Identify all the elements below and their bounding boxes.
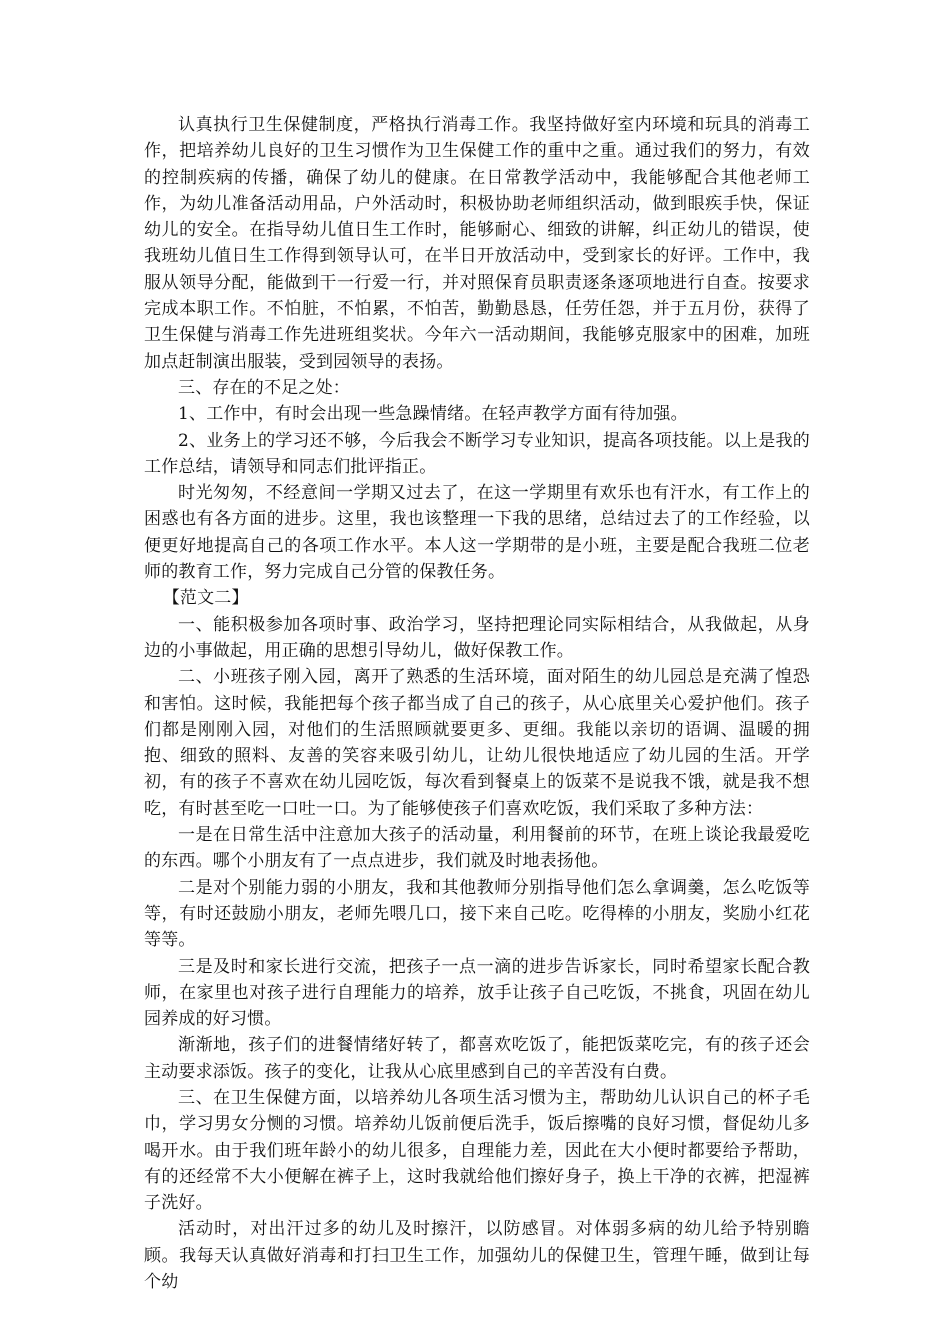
paragraph-health-care: 三、在卫生保健方面，以培养幼儿各项生活习惯为主，帮助幼儿认识自己的杯子毛巾，学习男女分恻的习惯。培养幼儿饭前便后洗手，饭后擦嘴的良好习惯，督促幼儿多喝开水。由于我们班年龄小的幼儿很多，自理能力差，因此在大小便时都要给予帮助，有的还经常不大小便解在裤子上，这时我就给他们擦好身子，换上干净的衣裤，把湿裤子洗好。 bbox=[144, 1087, 810, 1214]
paragraph-shortcoming-2: 2、业务上的学习还不够，今后我会不断学习专业知识，提高各项技能。以上是我的工作总结，请领导和同志们批评指正。 bbox=[144, 430, 810, 477]
paragraph-semester-intro: 时光匆匆，不经意间一学期又过去了，在这一学期里有欢乐也有汗水，有工作上的困惑也有各方面的进步。这里，我也该整理一下我的思绪，总结过去了的工作经验，以便更好地提高自己的各项工作水平。本人这一学期带的是小班，主要是配合我班二位老师的教育工作，努力完成自己分管的保教任务。 bbox=[144, 483, 810, 583]
section-heading-sample-two: 【范文二】 bbox=[162, 588, 249, 609]
paragraph-method-2: 二是对个别能力弱的小朋友，我和其他教师分别指导他们怎么拿调羹，怎么吃饭等等，有时还鼓励小朋友，老师先喂几口，接下来自己吃。吃得棒的小朋友，奖励小红花等等。 bbox=[144, 877, 810, 951]
paragraph-method-1: 一是在日常生活中注意加大孩子的活动量，利用餐前的环节，在班上谈论我最爱吃的东西。哪个小朋友有了一点点进步，我们就及时地表扬他。 bbox=[144, 825, 810, 872]
paragraph-study: 一、能积极参加各项时事、政治学习，坚持把理论同实际相结合，从我做起，从身边的小事做起，用正确的思想引导幼儿，做好保教工作。 bbox=[144, 614, 810, 661]
paragraph-progress: 渐渐地，孩子们的进餐情绪好转了，都喜欢吃饭了，能把饭菜吃完，有的孩子还会主动要求添饭。孩子的变化，让我从心底里感到自己的辛苦没有白费。 bbox=[144, 1035, 810, 1082]
document-body bbox=[144, 112, 810, 1295]
paragraph-new-children: 二、小班孩子刚入园，离开了熟悉的生活环境，面对陌生的幼儿园总是充满了惶恐和害怕。这时候，我能把每个孩子都当成了自己的孩子，从心底里关心爱护他们。孩子们都是刚刚入园，对他们的生活照顾就要更多、更细。我能以亲切的语调、温暖的拥抱、细致的照料、友善的笑容来吸引幼儿，让幼儿很快地适应了幼儿园的生活。开学初，有的孩子不喜欢在幼儿园吃饭，每次看到餐桌上的饭菜不是说我不饿，就是我不想吃，有时甚至吃一口吐一口。为了能够使孩子们喜欢吃饭，我们采取了多种方法： bbox=[144, 667, 810, 819]
paragraph-shortcoming-1: 1、工作中，有时会出现一些急躁情绪。在轻声教学方面有待加强。 bbox=[178, 404, 688, 425]
paragraph-activities: 活动时，对出汗过多的幼儿及时擦汗，以防感冒。对体弱多病的幼儿给予特别瞻顾。我每天认真做好消毒和打扫卫生工作，加强幼儿的保健卫生，管理午睡，做到让每个幼 bbox=[144, 1219, 810, 1293]
section-heading-shortcomings: 三、存在的不足之处： bbox=[178, 377, 350, 398]
paragraph-method-3: 三是及时和家长进行交流，把孩子一点一滴的进步告诉家长，同时希望家长配合教师，在家里也对孩子进行自理能力的培养，放手让孩子自己吃饭，不挑食，巩固在幼儿园养成的好习惯。 bbox=[144, 956, 810, 1030]
paragraph-hygiene-work: 认真执行卫生保健制度，严格执行消毒工作。我坚持做好室内环境和玩具的消毒工作，把培养幼儿良好的卫生习惯作为卫生保健工作的重中之重。通过我们的努力，有效的控制疾病的传播，确保了幼儿的健康。在日常教学活动中，我能够配合其他老师工作，为幼儿准备活动用品，户外活动时，积极协助老师组织活动，做到眼疾手快，保证幼儿的安全。在指导幼儿值日生工作时，能够耐心、细致的讲解，纠正幼儿的错误，使我班幼儿值日生工作得到领导认可，在半日开放活动中，受到家长的好评。工作中，我服从领导分配，能做到干一行爱一行，并对照保育员职责逐条逐项地进行自查。按要求完成本职工作。不怕脏，不怕累，不怕苦，勤勤恳恳，任劳任怨，并于五月份，获得了卫生保健与消毒工作先进班组奖状。今年六一活动期间，我能够克服家中的困难，加班加点赶制演出服装，受到园领导的表扬。 bbox=[144, 115, 810, 372]
